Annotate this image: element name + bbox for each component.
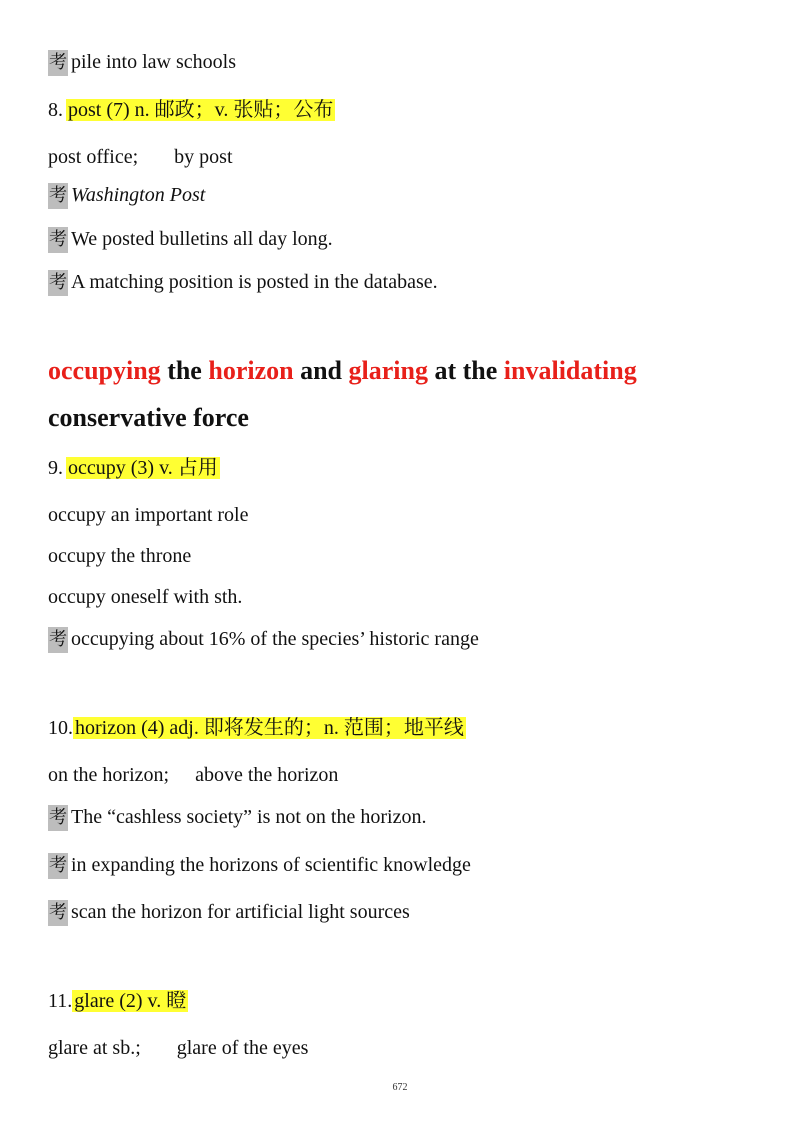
exam-mark-icon: 考 xyxy=(48,227,68,253)
phrase-line xyxy=(48,1034,308,1062)
entry-number: 9. xyxy=(48,457,63,479)
example-line xyxy=(48,181,205,209)
phrase-line: occupy the throne xyxy=(48,545,192,567)
example-line xyxy=(48,625,479,653)
phrase: by post xyxy=(174,146,233,168)
entry-number: 11. xyxy=(48,990,73,1012)
example-line xyxy=(48,851,471,879)
section-heading-line-1 xyxy=(48,356,637,386)
exam-mark-icon: 考 xyxy=(48,627,68,653)
exam-mark-icon: 考 xyxy=(48,853,68,879)
entry-headword: post (7) n. 邮政；v. 张贴；公布 xyxy=(68,99,334,121)
heading-keyword: horizon xyxy=(208,356,294,385)
heading-keyword: invalidating xyxy=(503,356,637,385)
phrase: on the horizon; xyxy=(48,764,170,786)
heading-keyword: occupying xyxy=(48,356,161,385)
example-line xyxy=(48,803,426,831)
section-heading-line-2: conservative force xyxy=(48,403,249,432)
example-text: A matching position is posted in the database. xyxy=(71,271,438,293)
example-line xyxy=(48,225,333,253)
entry-11-heading xyxy=(48,987,188,1015)
example-line xyxy=(48,898,410,926)
heading-text: the xyxy=(160,356,209,385)
entry-headword: horizon (4) adj. 即将发生的；n. 范围；地平线 xyxy=(75,717,464,739)
example-text: scan the horizon for artificial light sources xyxy=(71,901,410,923)
exam-mark-icon: 考 xyxy=(48,270,68,296)
phrase-line xyxy=(48,143,233,171)
phrase-line: occupy an important role xyxy=(48,504,249,526)
example-text: occupying about 16% of the species’ historic range xyxy=(71,628,479,650)
phrase-line: occupy oneself with sth. xyxy=(48,586,243,608)
example-text: in expanding the horizons of scientific knowledge xyxy=(71,854,471,876)
example-line xyxy=(48,48,236,76)
heading-keyword: glaring xyxy=(348,356,428,385)
exam-mark-icon: 考 xyxy=(48,805,68,831)
example-text: We posted bulletins all day long. xyxy=(71,228,333,250)
entry-number: 10. xyxy=(48,717,73,739)
example-text: pile into law schools xyxy=(71,51,236,73)
example-text: The “cashless society” is not on the horizon. xyxy=(71,806,427,828)
entry-headword: glare (2) v. 瞪 xyxy=(74,990,187,1012)
exam-mark-icon: 考 xyxy=(48,183,68,209)
phrase-line xyxy=(48,761,338,789)
entry-headword: occupy (3) v. 占用 xyxy=(68,457,218,479)
exam-mark-icon: 考 xyxy=(48,900,68,926)
phrase: glare of the eyes xyxy=(176,1037,309,1059)
heading-text: at the xyxy=(427,356,504,385)
heading-text: and xyxy=(293,356,349,385)
page-number: 672 xyxy=(392,1082,408,1093)
example-text: Washington Post xyxy=(71,184,206,206)
entry-8-heading xyxy=(48,96,335,124)
phrase: above the horizon xyxy=(195,764,339,786)
entry-10-heading xyxy=(48,714,466,742)
phrase: glare at sb.; xyxy=(48,1037,141,1059)
phrase: post office; xyxy=(48,146,139,168)
example-line xyxy=(48,268,438,296)
entry-9-heading xyxy=(48,454,220,482)
exam-mark-icon: 考 xyxy=(48,50,68,76)
entry-number: 8. xyxy=(48,99,63,121)
